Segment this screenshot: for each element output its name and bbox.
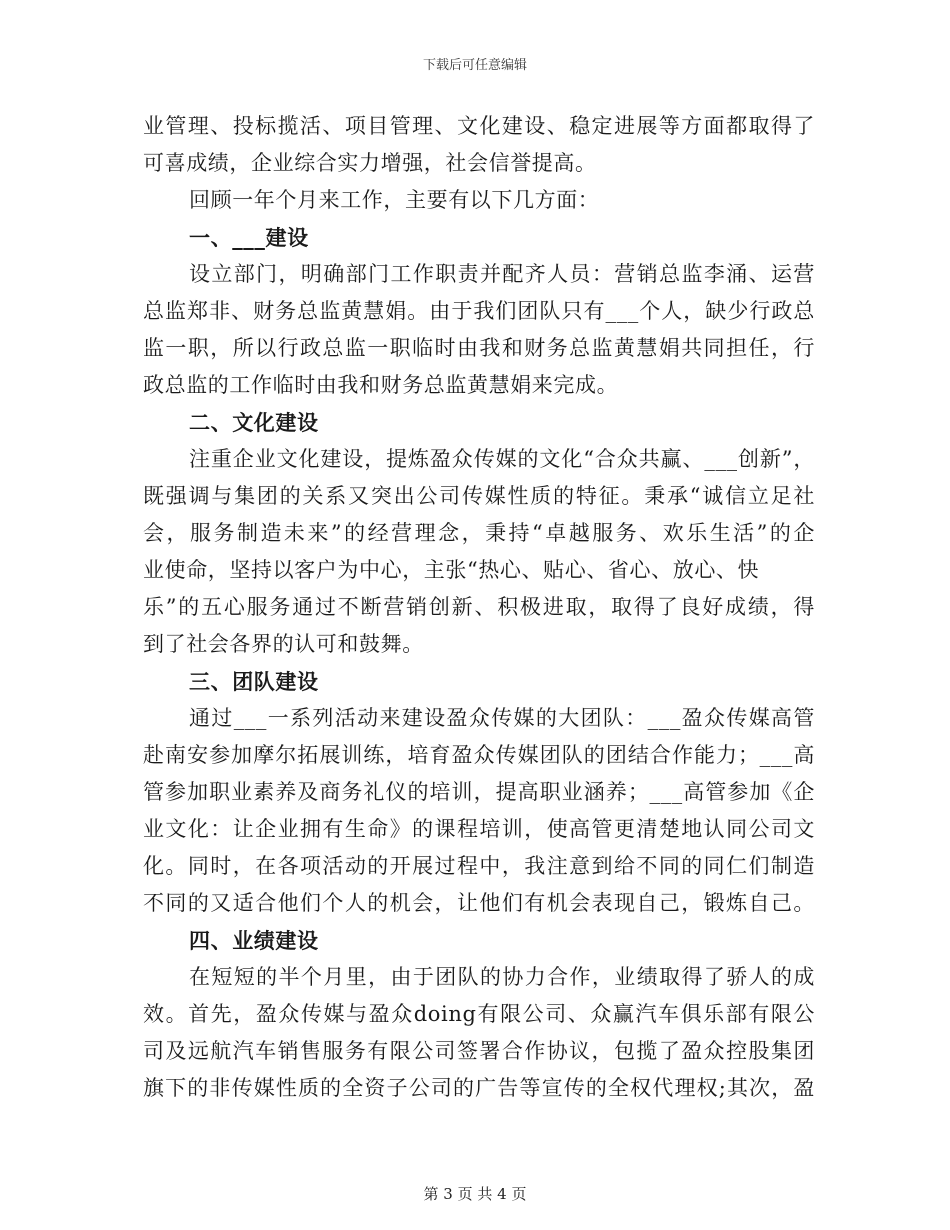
paragraph-line: 效。首先，盈众传媒与盈众doing有限公司、众赢汽车俱乐部有限公 <box>143 1002 815 1026</box>
document-body <box>143 108 815 1107</box>
page-header: 下载后可任意编辑 <box>422 58 527 73</box>
paragraph-line: 业文化：让企业拥有生命》的课程培训，使高管更清楚地认同公司文 <box>143 817 815 841</box>
paragraph-line: 监一职，所以行政总监一职临时由我和财务总监黄慧娟共同担任，行 <box>143 336 815 360</box>
paragraph-line: 既强调与集团的关系又突出公司传媒性质的特征。秉承“诚信立足社 <box>143 484 815 508</box>
paragraph-line: 设立部门，明确部门工作职责并配齐人员：营销总监李涌、运营 <box>189 262 815 286</box>
paragraph-line: 业使命，坚持以客户为中心，主张“热心、贴心、省心、放心、快 <box>143 558 760 582</box>
section-heading: 四、业绩建设 <box>189 928 319 953</box>
paragraph-line: 可喜成绩，企业综合实力增强，社会信誉提高。 <box>143 151 597 175</box>
paragraph-line: 管参加职业素养及商务礼仪的培训，提高职业涵养；___高管参加《企 <box>143 780 815 804</box>
paragraph-line: 通过___一系列活动来建设盈众传媒的大团队：___盈众传媒高管 <box>189 706 815 730</box>
paragraph-line: 注重企业文化建设，提炼盈众传媒的文化“合众共赢、___创新”， <box>189 447 815 471</box>
section-heading: 二、文化建设 <box>189 410 319 435</box>
paragraph-line: 旗下的非传媒性质的全资子公司的广告等宣传的全权代理权;其次，盈 <box>143 1076 815 1100</box>
paragraph-line: 业管理、投标揽活、项目管理、文化建设、稳定进展等方面都取得了 <box>143 114 815 138</box>
paragraph-line: 会，服务制造未来”的经营理念，秉持“卓越服务、欢乐生活”的企 <box>143 521 815 545</box>
paragraph-line: 不同的又适合他们个人的机会，让他们有机会表现自己，锻炼自己。 <box>143 891 815 915</box>
section-heading: 三、团队建设 <box>189 669 319 694</box>
section-heading: 一、___建设 <box>189 225 309 250</box>
paragraph-line: 到了社会各界的认可和鼓舞。 <box>143 632 424 656</box>
paragraph-line: 化。同时，在各项活动的开展过程中，我注意到给不同的同仁们制造 <box>143 854 815 878</box>
paragraph-line: 总监郑非、财务总监黄慧娟。由于我们团队只有___个人，缺少行政总 <box>143 299 815 323</box>
paragraph-line: 司及远航汽车销售服务有限公司签署合作协议，包揽了盈众控股集团 <box>143 1039 815 1063</box>
paragraph-line: 在短短的半个月里，由于团队的协力合作，业绩取得了骄人的成 <box>189 965 815 989</box>
paragraph-line: 回顾一年个月来工作，主要有以下几方面： <box>189 188 600 212</box>
page-footer: 第 3 页 共 4 页 <box>423 1185 527 1203</box>
paragraph-line: 政总监的工作临时由我和财务总监黄慧娟来完成。 <box>143 373 619 397</box>
paragraph-line: 乐”的五心服务通过不断营销创新、积极进取，取得了良好成绩，得 <box>143 595 815 619</box>
paragraph-line: 赴南安参加摩尔拓展训练，培育盈众传媒团队的团结合作能力；___高 <box>143 743 815 767</box>
